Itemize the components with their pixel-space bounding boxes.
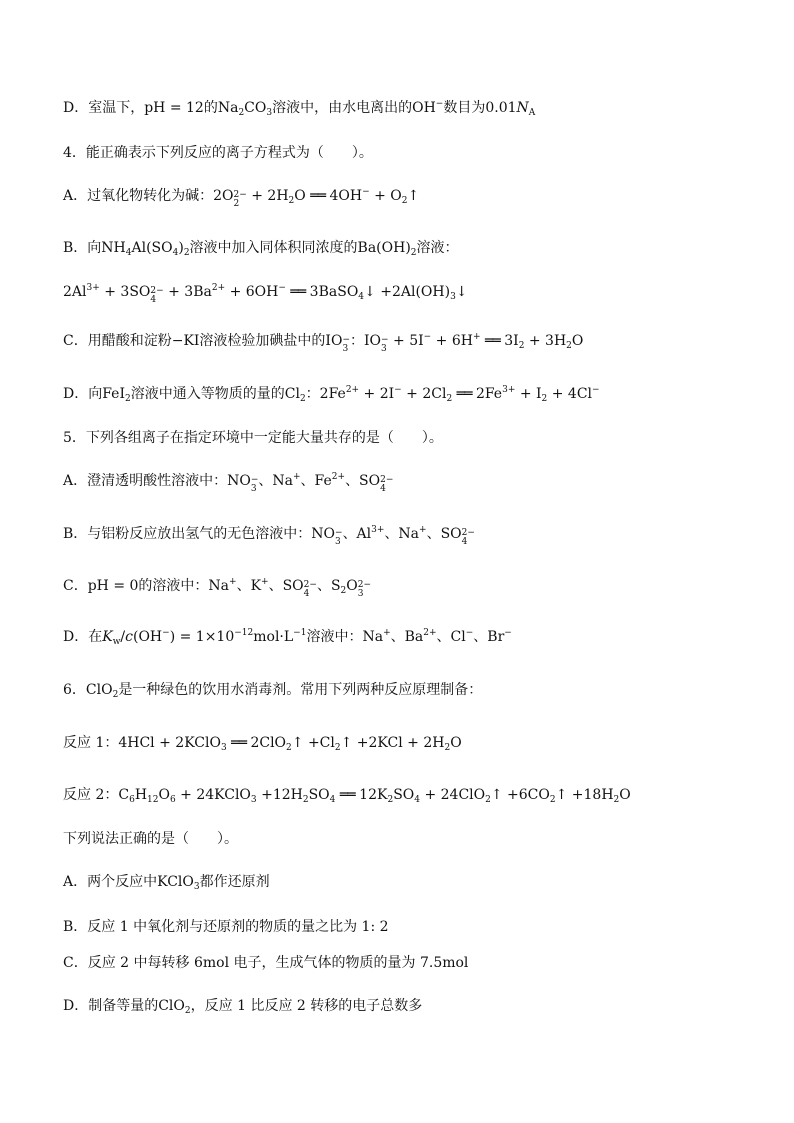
question-6-prompt: 下列说法正确的是（ ）。 (63, 831, 238, 847)
question-4-option-d: D．向FeI$_2$溶液中通入等物质的量的$Cl_2$：$2Fe^{2+} + 2I^- + 2Cl_2$ ══ $2Fe^{3+} + I_2 + 4Cl^-$ (63, 385, 600, 404)
question-4-option-a: A．过氧化物转化为碱：2O 2− 2 + $2H_2O$ ══ $4OH^- + O_2↑$ (63, 187, 420, 209)
question-6-stem: 6．ClO$_2$是一种绿色的饮用水消毒剂。常用下列两种反应原理制备： (63, 682, 483, 700)
question-5-option-d: D．在$K_w/c(OH^-) = 1\times 10^{-12}mol\cdot L^{-1}$溶液中：Na+、$Ba^{2+}$、Cl−、Br− (63, 628, 512, 647)
question-5-option-c: C．pH = 0的溶液中：Na+、K+、SO 2− 4 、$S_2O$ 2− 3 (63, 577, 372, 599)
question-4-option-b-equation: $2Al^{3+} + 3SO$ 2− 4 + $3Ba^{2+} + 6OH^-$ ══ 3BaSO$_4$↓ $+2Al(OH)_3↓$ (63, 283, 468, 305)
question-4-stem: 4．能正确表示下列反应的离子方程式为（ ）。 (63, 145, 373, 161)
question-6-option-a: A．两个反应中KClO$_3$都作还原剂 (63, 874, 270, 892)
question-5-option-a: A．澄清透明酸性溶液中：NO − 3 、Na+、$Fe^{2+}$、SO 2− 4 (63, 472, 394, 494)
question-4-option-c: C．用醋酸和淀粉−KI溶液检验加碘盐中的IO − 3 ：IO − 3 + 5I− + 6H+ ══ $3I_2 + 3H_2O$ (63, 332, 584, 354)
question-6-option-c: C．反应 2 中每转移 6mol 电子，生成气体的物质的量为 7.5mol (63, 955, 469, 971)
question-6-option-b: B．反应 1 中氧化剂与还原剂的物质的量之比为 1: 2 (63, 919, 389, 935)
question-4-option-b: B．向$NH_4Al(SO_4)_2$溶液中加入同体积同浓度的$Ba(OH)_2$溶液： (63, 240, 459, 258)
question-6-option-d: D．制备等量的ClO$_2$，反应 1 比反应 2 转移的电子总数多 (63, 998, 423, 1016)
question-5-stem: 5．下列各组离子在指定环境中一定能大量共存的是（ ）。 (63, 430, 443, 446)
question-6-reaction-2: 反应 2：$C_6H_{12}O_6$ + 24KClO$_3$ $+12H_2SO_4$ ══ $12K_2SO_4$ + 24ClO$_2$↑ $+6CO_2↑ +18H_2O$ (63, 787, 631, 805)
question-3-option-d: D．室温下，pH = 12的$Na_2CO_3$溶液中，由水电离出的OH−数目为$0.01N_A$ (63, 99, 536, 118)
question-6-reaction-1: 反应 1：4HCl + 2KClO$_3$ ══ 2ClO$_2$↑ $+Cl_2↑ +2KCl + 2H_2O$ (63, 735, 462, 753)
question-5-option-b: B．与铝粉反应放出氢气的无色溶液中：NO − 3 、$Al^{3+}$、Na+、SO 2− 4 (63, 525, 475, 547)
